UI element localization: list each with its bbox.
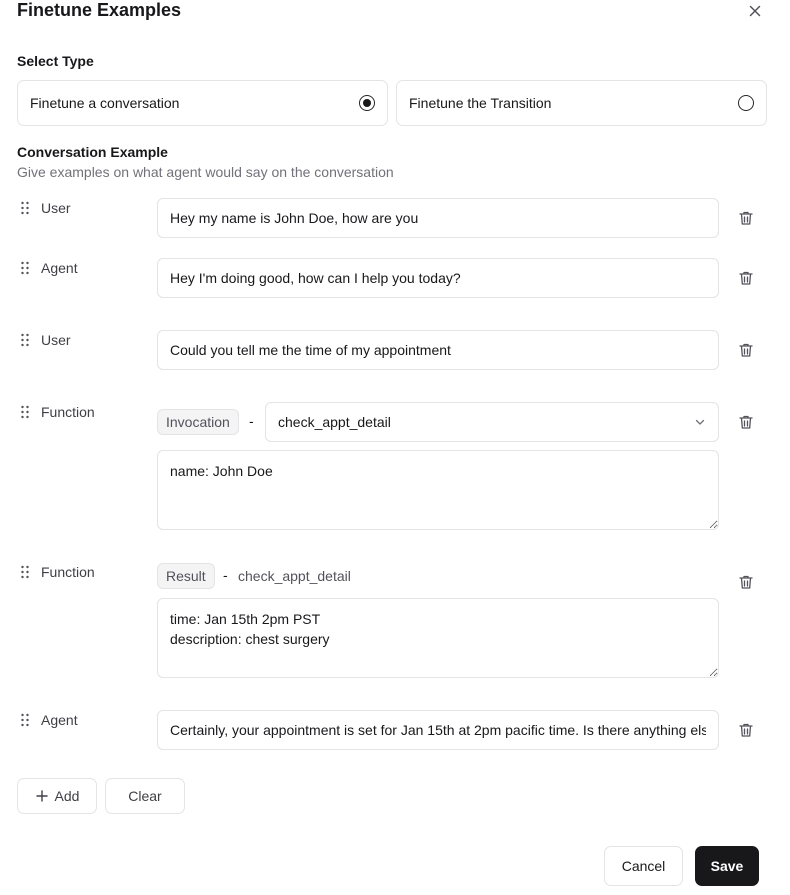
radio-dot (363, 99, 371, 107)
save-button-label: Save (710, 858, 744, 874)
grip-vertical-icon[interactable] (20, 261, 30, 275)
trash-icon[interactable] (737, 269, 755, 287)
trash-icon[interactable] (737, 573, 755, 591)
radio-selected[interactable] (359, 95, 375, 111)
grip-vertical-icon[interactable] (20, 565, 30, 579)
trash-icon[interactable] (737, 721, 755, 739)
type-option-label: Finetune a conversation (30, 95, 180, 111)
function-select-value: check_appt_detail (278, 414, 391, 430)
message-input[interactable] (157, 258, 719, 298)
select-type-label: Select Type (17, 53, 94, 69)
result-badge: Result (157, 563, 215, 589)
clear-button-label: Clear (128, 788, 162, 804)
type-option-label: Finetune the Transition (409, 95, 552, 111)
grip-vertical-icon[interactable] (20, 713, 30, 727)
message-input[interactable] (157, 330, 719, 370)
trash-icon[interactable] (737, 413, 755, 431)
function-select[interactable] (265, 402, 719, 442)
grip-vertical-icon[interactable] (20, 333, 30, 347)
function-name-text: check_appt_detail (238, 568, 351, 584)
type-option-transition[interactable] (396, 80, 767, 126)
message-input[interactable] (157, 198, 719, 238)
dialog-title: Finetune Examples (17, 0, 182, 20)
trash-icon[interactable] (737, 341, 755, 359)
grip-vertical-icon[interactable] (20, 405, 30, 419)
cancel-button-label: Cancel (621, 858, 666, 874)
chevron-down-icon (694, 416, 706, 428)
row-role-label: User (41, 332, 71, 348)
radio-unselected[interactable] (738, 95, 754, 111)
conversation-subtext: Give examples on what agent would say on the conversation (17, 164, 394, 180)
separator-dash: - (249, 413, 254, 429)
close-icon[interactable] (746, 2, 764, 20)
row-role-label: Function (41, 404, 95, 420)
row-role-label: Agent (41, 712, 78, 728)
save-button[interactable] (695, 846, 759, 886)
grip-vertical-icon[interactable] (20, 201, 30, 215)
add-button[interactable] (17, 778, 97, 814)
row-role-label: Agent (41, 260, 78, 276)
row-role-label: Function (41, 564, 95, 580)
cancel-button[interactable] (604, 846, 683, 886)
function-result-textarea[interactable] (157, 598, 719, 678)
invocation-badge: Invocation (157, 409, 239, 435)
clear-button[interactable] (105, 778, 185, 814)
trash-icon[interactable] (737, 209, 755, 227)
conversation-heading: Conversation Example (17, 144, 168, 160)
type-option-conversation[interactable] (17, 80, 388, 126)
function-args-textarea[interactable] (157, 450, 719, 530)
separator-dash: - (223, 567, 228, 583)
plus-icon (35, 789, 49, 803)
row-role-label: User (41, 200, 71, 216)
add-button-label: Add (54, 788, 80, 804)
message-input[interactable] (157, 710, 719, 750)
